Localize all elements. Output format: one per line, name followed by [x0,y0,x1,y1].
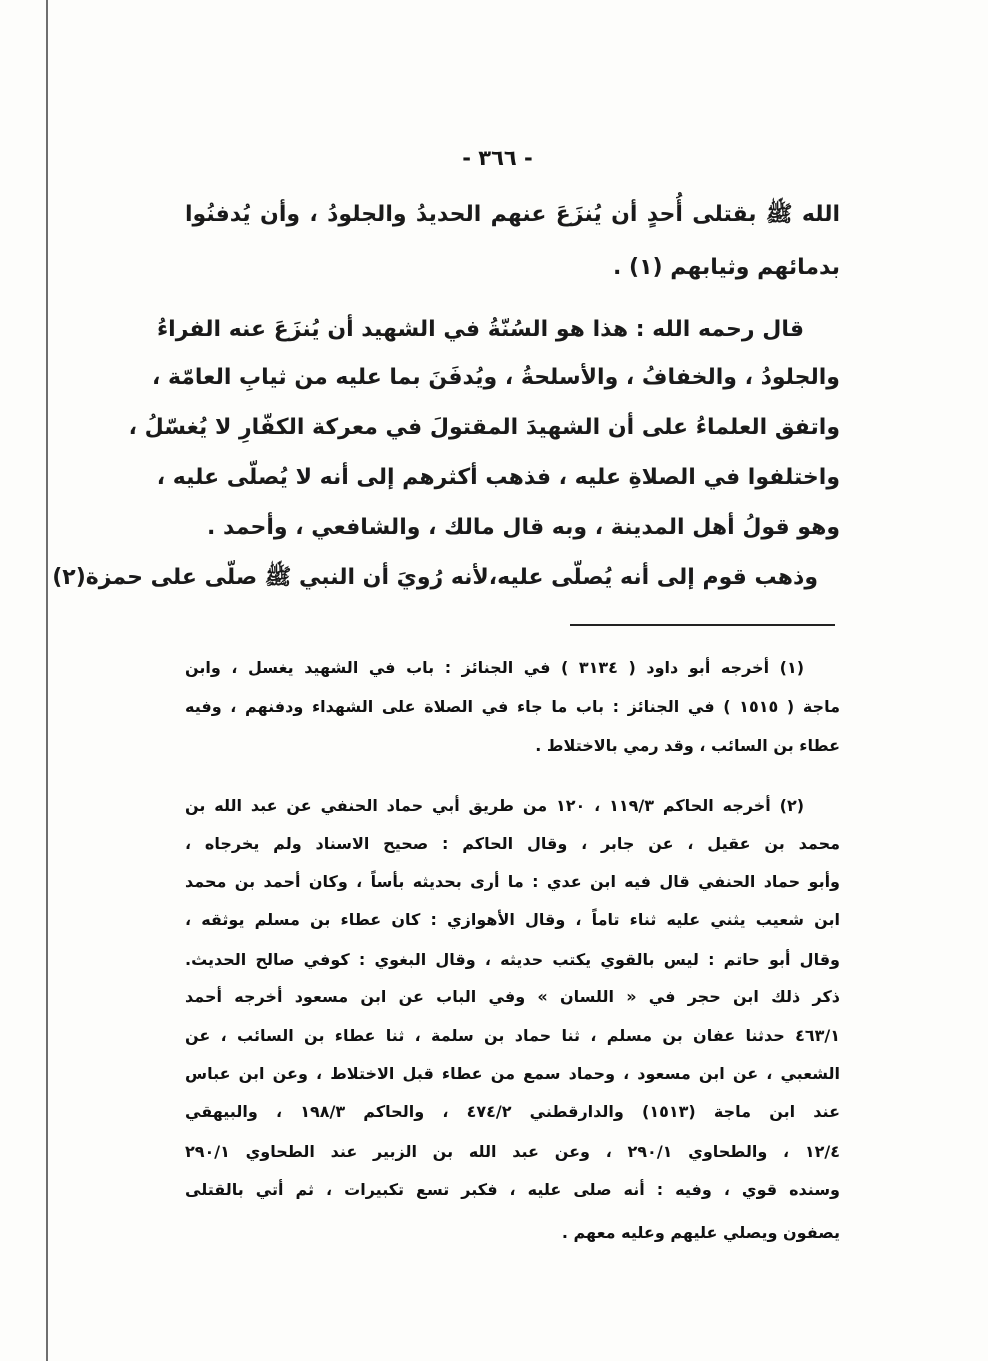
footnote-line: يصفون ويصلي عليهم وعليه معهم . [561,1223,840,1242]
footnote-line: وقال أبو حاتم : ليس بالقوي يكتب حديثه ، وقال البغوي : كوفي صالح الحديث. [185,950,840,969]
footnote-line: عطاء بن السائب ، وقد رمي بالاختلاط . [535,736,840,755]
footnote-line: وأبو حماد الحنفي قال فيه ابن عدي : ما أرى بحديثه بأساً ، وكان أحمد بن محمد [185,872,840,891]
body-line: وذهب قوم إلى أنه يُصلّى عليه،لأنه رُويَ أن النبي ﷺ صلّى على حمزة(٢) [52,565,818,590]
footnote-line: عند ابن ماجة (١٥١٣) والدارقطني ٤٧٤/٢ ، والحاكم ١٩٨/٣ ، والبيهقي [185,1102,841,1121]
body-line: واختلفوا في الصلاةِ عليه ، فذهب أكثرهم إلى أنه لا يُصلّى عليه ، [156,465,840,490]
body-line: الله ﷺ بقتلى أُحدٍ أن يُنزَعَ عنهم الحديدُ والجلودُ ، وأن يُدفنُوا [185,202,840,227]
binding-margin-line [46,0,48,1361]
footnote-separator-rule [570,624,835,626]
footnote-line: ابن شعيب يثني عليه ثناء تاماً ، وقال الأهوازي : كان عطاء بن مسلم يوثقه ، [185,910,840,929]
footnote-line: ماجة ( ١٥١٥ ) في الجنائز : باب ما جاء في الصلاة على الشهداء ودفنهم ، وفيه [185,697,840,716]
footnote-line: (٢) أخرجه الحاكم ١١٩/٣ ، ١٢٠ من طريق أبي حماد الحنفي عن عبد الله بن [185,796,805,815]
footnote-line: (١) أخرجه أبو داود ( ٣١٣٤ ) في الجنائز : باب في الشهيد يغسل ، وابن [185,658,805,677]
body-line: قال رحمه الله : هذا هو السُنّةُ في الشهيد أن يُنزَعَ عنه الفراءُ [156,317,804,342]
footnote-line: وسنده قوي ، وفيه : أنه صلى عليه ، فكبر تسع تكبيرات ، ثم أتي بالقتلى [185,1180,840,1199]
body-line: وهو قولُ أهل المدينة ، وبه قال مالك ، والشافعي ، وأحمد . [206,515,840,540]
footnote-line: محمد بن عقيل ، عن جابر ، وقال الحاكم : صحيح الاسناد ولم يخرجاه ، [185,834,840,853]
body-line: والجلودُ ، والخفافُ ، والأسلحةُ ، ويُدفَنَ بما عليه من ثيابِ العامّة ، [151,365,840,390]
page-number: - ٣٦٦ - [462,146,533,170]
footnote-line: ذكر ذلك ابن حجر في « اللسان » وفي الباب عن ابن مسعود أخرجه أحمد [185,987,840,1006]
footnote-line: ٤٦٣/١ حدثنا عفان بن مسلم ، ثنا حماد بن سلمة ، ثنا عطاء بن السائب ، عن [185,1026,840,1045]
footnote-line: ١٢/٤ ، والطحاوي ٢٩٠/١ ، وعن عبد الله بن الزبير عند الطحاوي ٢٩٠/١ [185,1142,840,1161]
body-line: واتفق العلماءُ على أن الشهيدَ المقتولَ في معركة الكفّارِ لا يُغسّلُ ، [128,415,840,440]
footnote-line: الشعبي ، عن ابن مسعود ، وحماد سمع من عطاء قبل الاختلاط ، وعن ابن عباس [185,1064,840,1083]
body-line: بدمائهم وثيابهم (١) . [613,255,840,280]
